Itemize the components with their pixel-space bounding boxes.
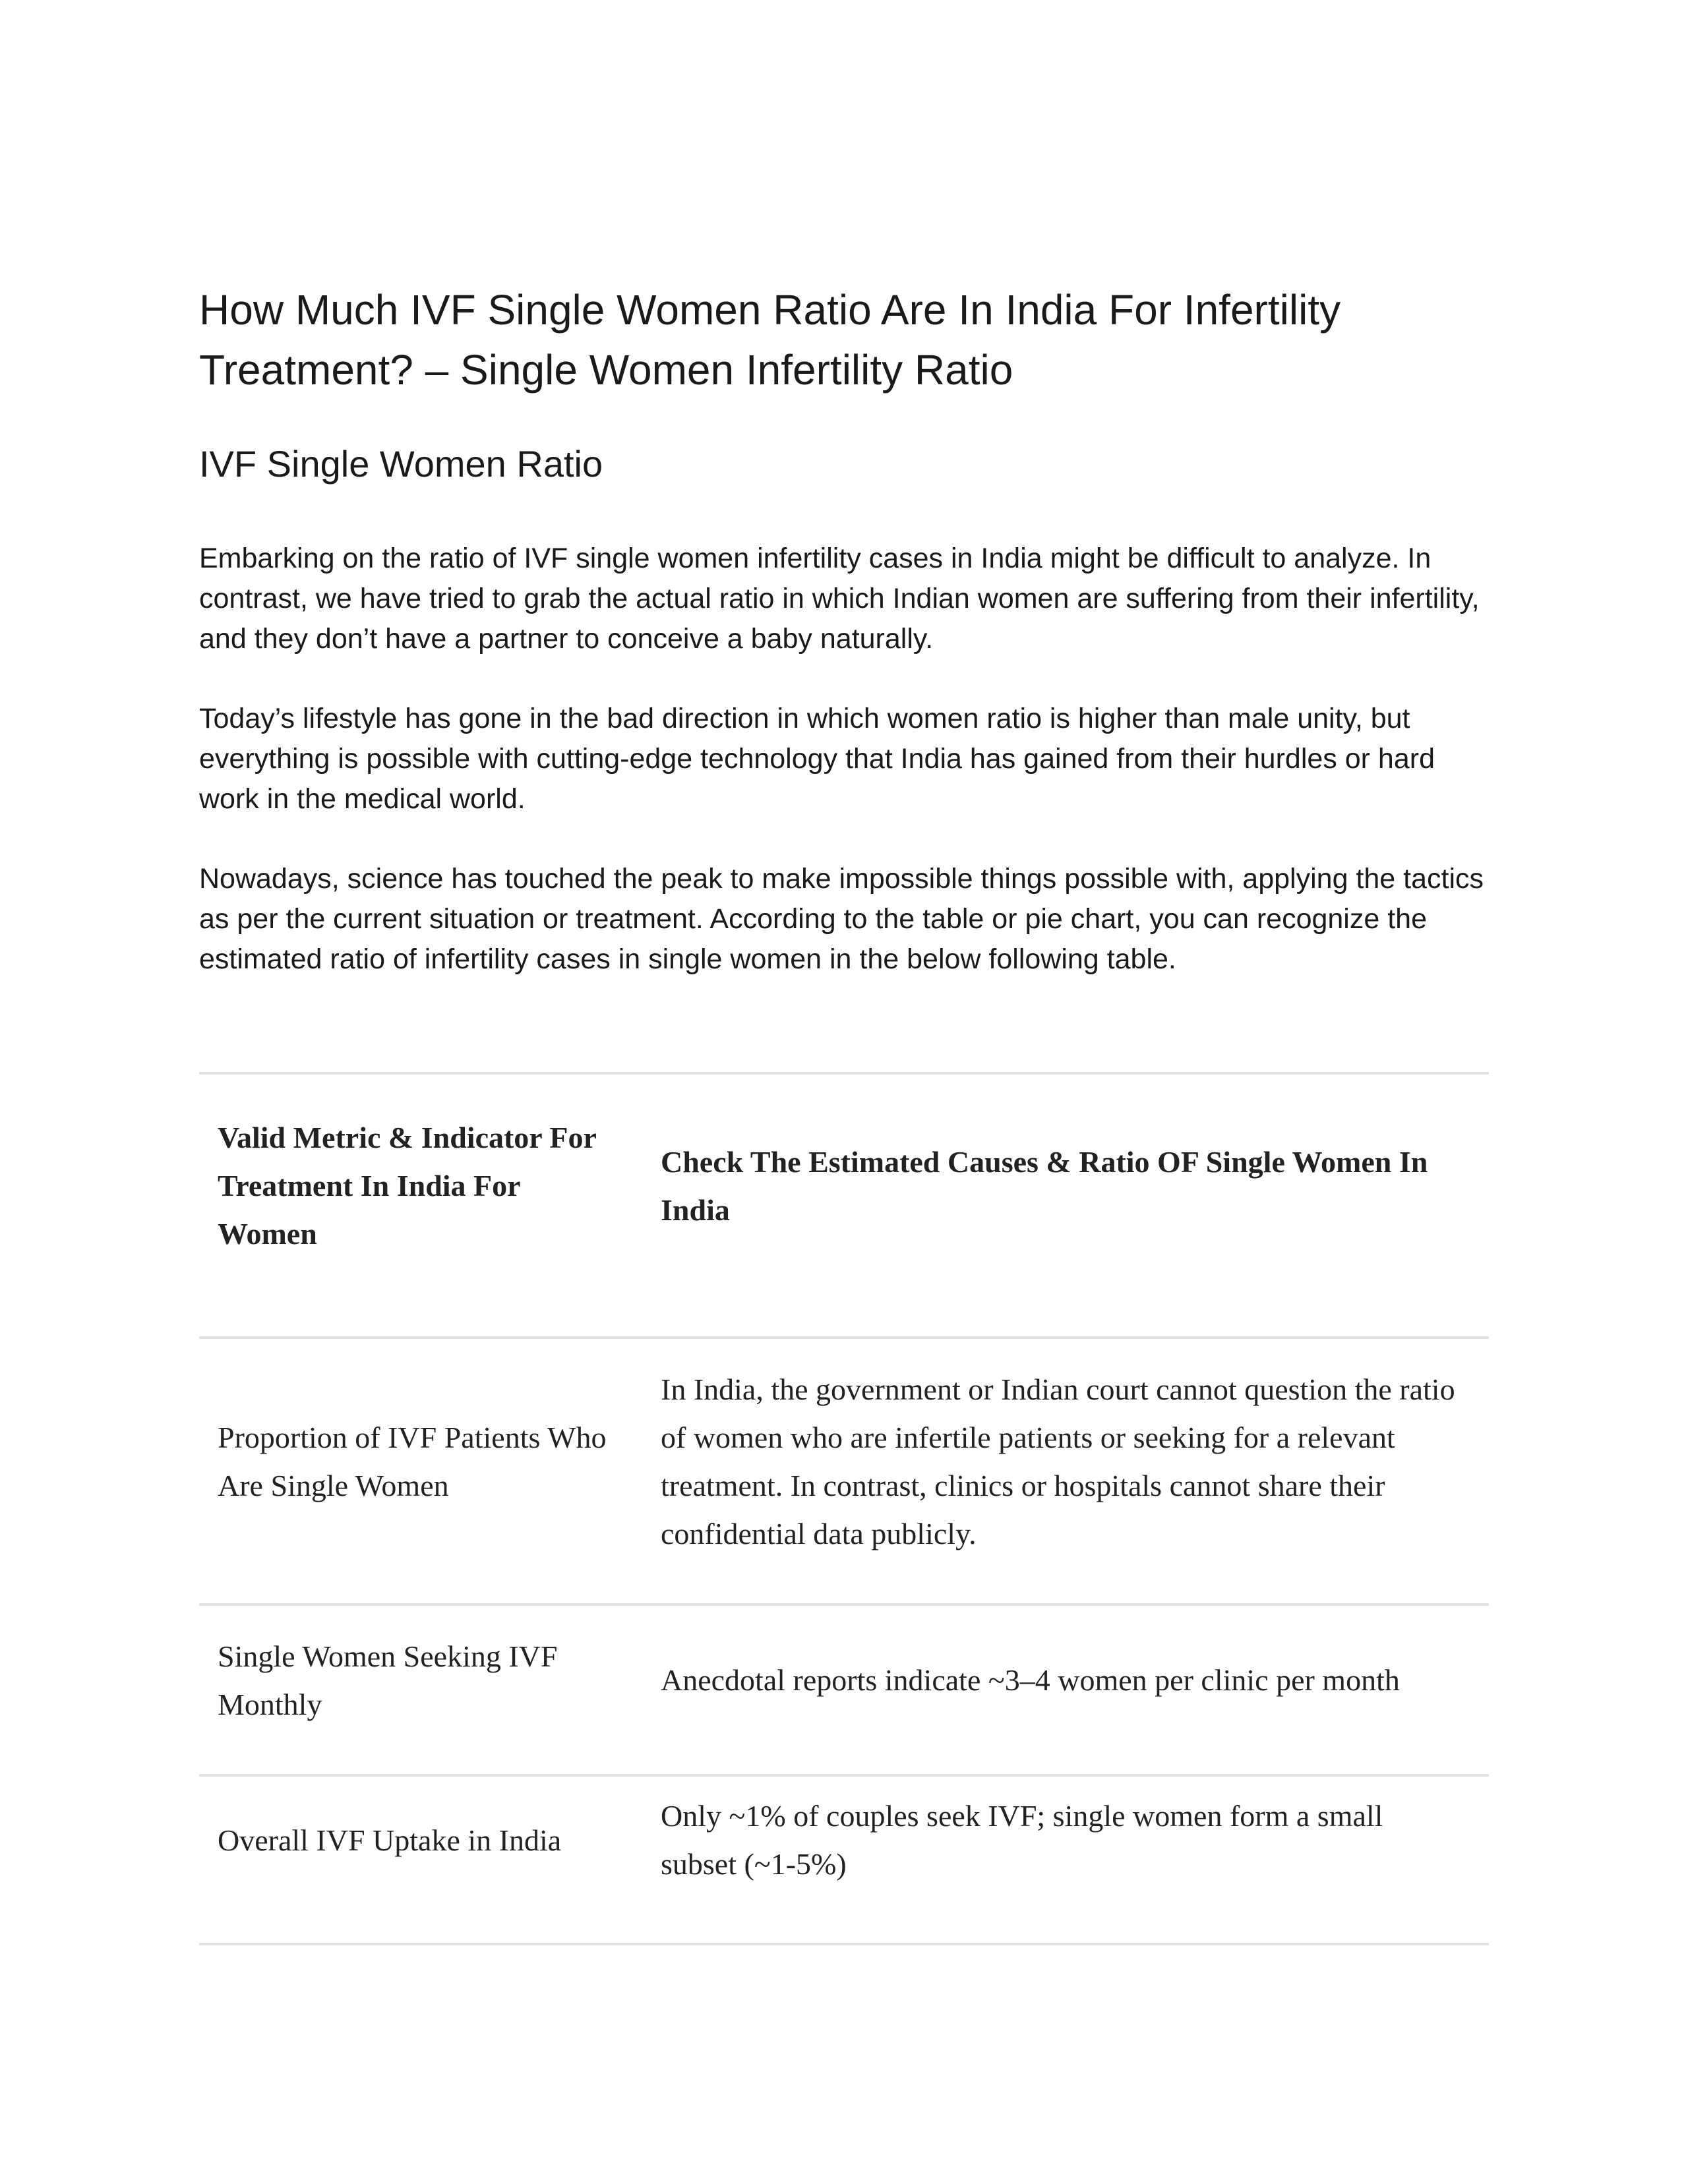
- table-cell-metric: Proportion of IVF Patients Who Are Single Women: [218, 1420, 607, 1502]
- table-cell-value: Anecdotal reports indicate ~3–4 women per clinic per month: [661, 1663, 1400, 1697]
- column-header: Valid Metric & Indicator For Treatment In India For Women: [218, 1121, 597, 1251]
- article: [199, 280, 1489, 980]
- page-title: How Much IVF Single Women Ratio Are In India For Infertility Treatment? – Single Women Infertility Ratio: [199, 286, 1341, 394]
- ratio-table: [199, 1072, 1489, 1945]
- paragraph: Today’s lifestyle has gone in the bad direction in which women ratio is higher than male unity, but everything is possible with cutting-edge technology that India has gained from their hurdles or hard work in the medical world.: [199, 703, 1435, 815]
- table-cell-metric: Overall IVF Uptake in India: [218, 1823, 562, 1857]
- paragraph: Nowadays, science has touched the peak to make impossible things possible with, applying the tactics as per the current situation or treatment. According to the table or pie chart, you can recognize the estimated ratio of infertility cases in single women in the below following table.: [199, 863, 1484, 975]
- paragraph: Embarking on the ratio of IVF single women infertility cases in India might be difficult to analyze. In contrast, we have tried to grab the actual ratio in which Indian women are suffering from their infertility, and they don’t have a partner to conceive a baby naturally.: [199, 543, 1480, 655]
- table-cell-value: In India, the government or Indian court cannot question the ratio of women who are infertile patients or seeking for a relevant treatment. In contrast, clinics or hospitals cannot share their confidential data publicly.: [661, 1372, 1455, 1550]
- table-row: [199, 1775, 1489, 1944]
- section-heading: IVF Single Women Ratio: [199, 443, 603, 485]
- column-header: Check The Estimated Causes & Ratio OF Single Women In India: [661, 1144, 1428, 1227]
- table-header-row: [199, 1073, 1489, 1338]
- table-cell-metric: Single Women Seeking IVF Monthly: [218, 1639, 558, 1721]
- table-cell-value: Only ~1% of couples seek IVF; single women form a small subset (~1‑5%): [661, 1799, 1383, 1881]
- table-row: [199, 1605, 1489, 1775]
- table-row: [199, 1338, 1489, 1605]
